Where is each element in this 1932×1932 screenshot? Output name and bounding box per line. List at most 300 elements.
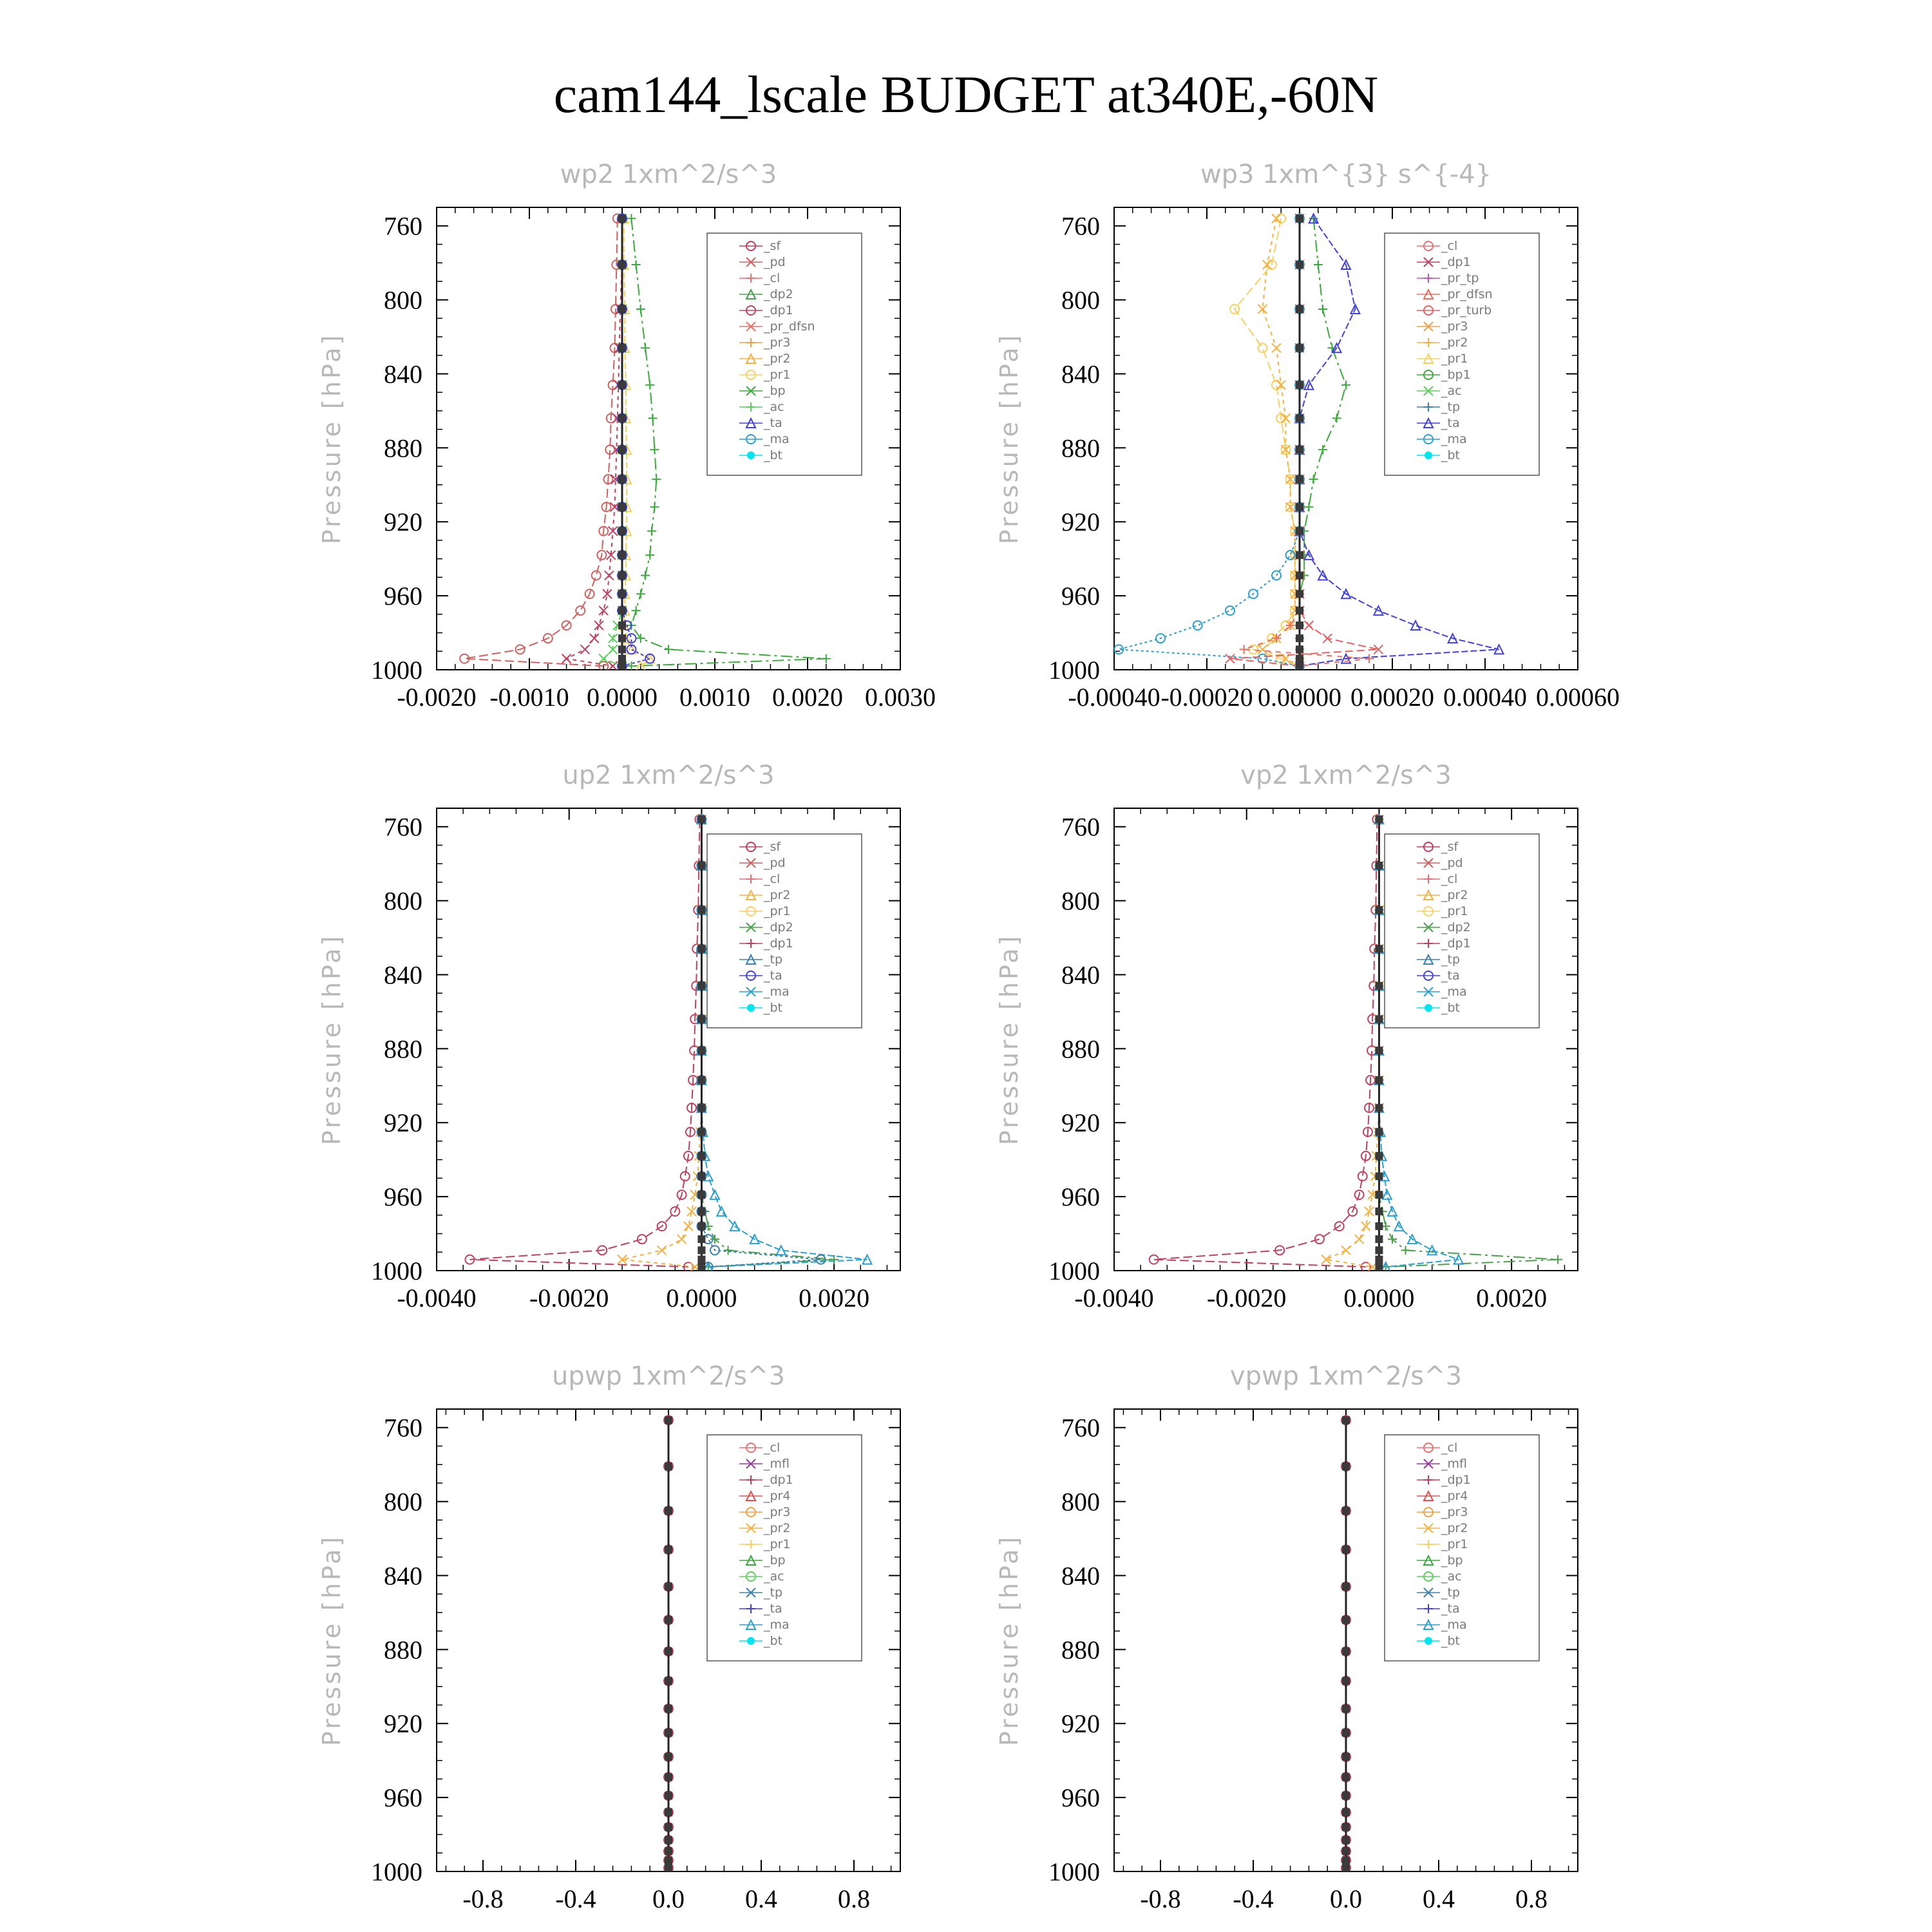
panel-title: vpwp 1xm^2/s^3 <box>1229 1361 1463 1391</box>
data-point <box>1315 1235 1324 1244</box>
legend-label: _bt <box>764 1001 783 1015</box>
y-tick-label: 800 <box>384 1487 422 1517</box>
data-point <box>1375 1015 1383 1023</box>
data-point <box>1309 475 1318 484</box>
y-axis-label: Pressure [hPa] <box>995 933 1023 1146</box>
data-point <box>1375 1208 1383 1215</box>
legend-label: _bp <box>764 1553 786 1567</box>
data-point <box>1342 1836 1350 1844</box>
data-point <box>665 1864 672 1871</box>
y-tick-label: 920 <box>384 507 422 537</box>
data-point <box>1553 1255 1562 1264</box>
data-point <box>645 551 654 560</box>
data-point <box>618 475 626 483</box>
data-point <box>1193 621 1202 630</box>
y-tick-label: 760 <box>1061 812 1100 842</box>
legend-label: _bt <box>1441 1001 1461 1015</box>
legend-label: _pr2 <box>1441 888 1468 902</box>
legend-label: _pr1 <box>764 368 791 382</box>
data-point <box>697 1173 705 1180</box>
legend-label: _dp1 <box>1441 255 1471 269</box>
y-tick-label: 960 <box>384 582 422 611</box>
data-point <box>1323 634 1332 643</box>
legend-marker <box>1425 451 1432 459</box>
y-tick-label: 960 <box>1061 1182 1100 1212</box>
legend-label: _bt <box>1441 1634 1461 1648</box>
data-point <box>645 381 654 390</box>
data-point <box>618 381 626 389</box>
data-point <box>1342 1546 1350 1553</box>
y-tick-label: 1000 <box>1048 1857 1100 1886</box>
legend-label: _pr3 <box>764 336 791 350</box>
data-point <box>665 1677 672 1685</box>
data-point <box>1375 1152 1383 1160</box>
x-tick-label: 0.0010 <box>679 683 750 712</box>
x-tick-label: 0.0000 <box>1343 1283 1415 1312</box>
data-point <box>665 1823 672 1831</box>
data-point <box>580 645 589 654</box>
data-point <box>697 1263 705 1271</box>
legend-label: _ma <box>1441 432 1467 446</box>
legend-label: _tp <box>1441 1586 1461 1600</box>
data-point <box>636 634 645 643</box>
series-line <box>567 218 622 666</box>
chart-panel <box>317 160 936 712</box>
data-point <box>665 1546 672 1553</box>
legend-label: _ta <box>1441 1602 1460 1616</box>
data-point <box>1375 1191 1383 1198</box>
x-tick-label: 0.0020 <box>799 1283 870 1312</box>
legend-label: _cl <box>764 271 781 285</box>
data-point <box>697 815 705 823</box>
y-tick-label: 760 <box>1061 1413 1100 1443</box>
data-point <box>650 445 659 454</box>
legend-label: _ac <box>764 400 784 414</box>
x-tick-label: -0.8 <box>1140 1884 1181 1913</box>
data-point <box>1342 1864 1350 1871</box>
data-point <box>1296 572 1303 580</box>
data-point <box>618 414 626 422</box>
y-tick-label: 960 <box>384 1783 422 1813</box>
data-point <box>1296 590 1303 598</box>
y-tick-label: 960 <box>1061 582 1100 611</box>
y-tick-label: 760 <box>1061 211 1100 241</box>
data-point <box>697 1128 705 1136</box>
y-axis-label: Pressure [hPa] <box>317 933 346 1146</box>
data-point <box>1341 1245 1350 1255</box>
legend-marker <box>747 1004 755 1012</box>
legend-marker <box>747 1637 755 1645</box>
x-tick-label: -0.0040 <box>1074 1283 1154 1312</box>
data-point <box>1375 1263 1383 1271</box>
series-line <box>1154 819 1378 1267</box>
data-point <box>1226 606 1235 615</box>
y-tick-label: 840 <box>384 1561 422 1591</box>
series-line <box>464 218 618 666</box>
data-point <box>1375 1256 1383 1264</box>
legend-label: _dp1 <box>764 1473 793 1487</box>
data-point <box>618 446 626 453</box>
panel-title: vp2 1xm^2/s^3 <box>1240 761 1452 790</box>
y-tick-label: 840 <box>384 960 422 990</box>
legend-label: _ta <box>764 1602 782 1616</box>
data-point <box>1375 862 1383 869</box>
data-point <box>1375 815 1383 823</box>
y-tick-label: 760 <box>384 812 422 842</box>
data-point <box>665 1792 672 1799</box>
legend-label: _mfl <box>1441 1457 1467 1471</box>
data-point <box>1296 414 1303 422</box>
x-tick-label: -0.00020 <box>1160 683 1253 712</box>
y-tick-label: 1000 <box>1048 1256 1100 1285</box>
data-point <box>618 655 626 663</box>
legend-label: _pr1 <box>764 1537 791 1551</box>
data-point <box>1375 1076 1383 1084</box>
y-tick-label: 1000 <box>371 656 422 685</box>
panel-title: up2 1xm^2/s^3 <box>562 761 775 790</box>
data-point <box>1281 413 1290 422</box>
data-point <box>1342 1677 1350 1685</box>
legend-label: _bp <box>1441 1553 1463 1567</box>
data-point <box>638 1235 647 1244</box>
series-group <box>1341 1416 1350 1872</box>
x-tick-label: 0.8 <box>1515 1884 1548 1913</box>
data-point <box>592 571 601 580</box>
legend-label: _tp <box>764 1586 783 1600</box>
data-point <box>562 654 571 663</box>
data-point <box>641 343 650 352</box>
data-point <box>1272 343 1281 352</box>
legend-label: _tp <box>1441 952 1461 967</box>
x-tick-label: 0.00000 <box>1258 683 1341 712</box>
y-tick-label: 840 <box>1061 960 1100 990</box>
legend-label: _pd <box>764 255 786 269</box>
legend-label: _dp1 <box>1441 936 1471 951</box>
data-point <box>1342 1583 1350 1591</box>
data-point <box>618 572 626 580</box>
data-point <box>1332 413 1341 422</box>
data-point <box>618 214 626 222</box>
y-tick-label: 760 <box>384 211 422 241</box>
data-point <box>1342 1705 1350 1712</box>
data-point <box>697 862 705 869</box>
x-tick-label: 0.0 <box>1330 1884 1362 1913</box>
chart-panel <box>317 761 900 1312</box>
data-point <box>1375 906 1383 914</box>
legend-label: _cl <box>764 1441 781 1455</box>
series-group <box>664 1416 673 1872</box>
legend-label: _pr2 <box>1441 336 1468 350</box>
y-tick-label: 880 <box>1061 433 1100 463</box>
y-tick-label: 1000 <box>371 1857 422 1886</box>
data-point <box>1304 502 1313 511</box>
data-point <box>1375 982 1383 990</box>
data-point <box>1296 475 1303 483</box>
series-line <box>1300 218 1346 666</box>
chart-panel <box>995 160 1620 712</box>
data-point <box>1342 1753 1350 1761</box>
y-tick-label: 1000 <box>1048 656 1100 685</box>
legend-label: _pr2 <box>764 888 791 902</box>
data-point <box>724 1245 733 1255</box>
page-title: cam144_lscale BUDGET at340E,-60N <box>553 65 1379 124</box>
x-tick-label: -0.4 <box>555 1884 596 1913</box>
y-tick-label: 920 <box>384 1108 422 1138</box>
data-point <box>1318 445 1327 454</box>
data-point <box>1401 1245 1410 1255</box>
data-point <box>1240 645 1249 654</box>
data-point <box>1296 621 1303 629</box>
data-point <box>665 1774 672 1781</box>
data-point <box>1375 1128 1383 1136</box>
legend-label: _ac <box>1441 1569 1462 1584</box>
x-tick-label: 0.4 <box>745 1884 777 1913</box>
legend-label: _ta <box>1441 969 1460 983</box>
data-point <box>1375 1235 1383 1243</box>
data-point <box>649 413 658 422</box>
y-axis-label: Pressure [hPa] <box>995 1534 1023 1747</box>
data-point <box>697 1076 705 1084</box>
y-tick-label: 880 <box>384 433 422 463</box>
data-point <box>1355 1235 1364 1244</box>
legend-label: _sf <box>764 840 781 854</box>
data-point <box>1258 645 1267 654</box>
data-point <box>1342 1647 1350 1655</box>
legend-label: _dp2 <box>764 287 793 301</box>
legend-label: _dp1 <box>764 303 793 317</box>
data-point <box>1296 305 1303 313</box>
data-point <box>658 1245 667 1255</box>
legend-label: _pr4 <box>764 1489 791 1503</box>
legend-label: _bt <box>764 1634 783 1648</box>
data-point <box>1296 645 1303 653</box>
data-point <box>618 645 626 653</box>
y-tick-label: 880 <box>384 1034 422 1064</box>
legend-label: _cl <box>1441 872 1458 886</box>
data-point <box>1342 1823 1350 1831</box>
data-point <box>1342 1507 1350 1515</box>
x-tick-label: 0.0030 <box>865 683 936 712</box>
y-axis-label: Pressure [hPa] <box>317 332 346 545</box>
y-tick-label: 800 <box>1061 886 1100 916</box>
y-tick-label: 920 <box>1061 1709 1100 1739</box>
y-tick-label: 920 <box>384 1709 422 1739</box>
data-point <box>632 606 641 615</box>
data-point <box>1263 260 1272 269</box>
data-point <box>590 634 599 643</box>
data-point <box>665 1836 672 1844</box>
legend-label: _ma <box>764 1618 790 1632</box>
legend-label: _bt <box>1441 448 1461 462</box>
y-tick-label: 800 <box>384 285 422 315</box>
x-tick-label: -0.0020 <box>529 1283 609 1312</box>
legend-label: _sf <box>764 239 781 253</box>
series-line <box>622 819 701 1267</box>
legend-label: _pr4 <box>1441 1489 1468 1503</box>
data-point <box>665 1416 672 1424</box>
legend-label: _pr2 <box>764 1521 791 1535</box>
data-point <box>1296 607 1303 614</box>
data-point <box>697 1256 705 1264</box>
data-point <box>618 305 626 313</box>
data-point <box>1342 1774 1350 1781</box>
data-point <box>618 662 626 670</box>
legend-label: _pr3 <box>764 1505 791 1519</box>
data-point <box>1296 446 1303 453</box>
data-point <box>1296 381 1303 389</box>
data-point <box>1375 1046 1383 1054</box>
data-point <box>1342 1729 1350 1737</box>
y-tick-label: 800 <box>384 886 422 916</box>
data-point <box>1342 1808 1350 1816</box>
data-point <box>1342 1463 1350 1470</box>
data-point <box>1296 551 1303 559</box>
legend-label: _dp2 <box>764 920 793 934</box>
data-point <box>665 1729 672 1737</box>
legend-label: _ac <box>764 1569 784 1584</box>
data-point <box>636 589 645 598</box>
legend-label: _pr_tp <box>1441 271 1479 285</box>
panel-title: upwp 1xm^2/s^3 <box>552 1361 785 1391</box>
y-tick-label: 840 <box>1061 359 1100 389</box>
data-point <box>618 551 626 559</box>
legend-label: _pr3 <box>1441 1505 1468 1519</box>
legend-label: _pr1 <box>764 904 791 918</box>
data-point <box>665 1857 672 1864</box>
y-tick-label: 760 <box>384 1413 422 1443</box>
data-point <box>697 1208 705 1215</box>
data-point <box>618 503 626 511</box>
legend-label: _ta <box>1441 416 1460 430</box>
x-tick-label: 0.0 <box>652 1884 685 1913</box>
panel-title: wp3 1xm^{3} s^{-4} <box>1200 160 1492 189</box>
data-point <box>594 621 603 630</box>
data-point <box>650 502 659 511</box>
legend-label: _dp1 <box>1441 1473 1471 1487</box>
legend-label: _ma <box>764 432 790 446</box>
x-tick-label: 0.0020 <box>1476 1283 1548 1312</box>
legend-label: _tp <box>764 952 783 967</box>
data-point <box>1342 1847 1350 1855</box>
y-tick-label: 880 <box>1061 1034 1100 1064</box>
legend-label: _pr2 <box>764 352 791 366</box>
data-point <box>697 1246 705 1254</box>
data-point <box>641 571 650 580</box>
data-point <box>618 261 626 269</box>
y-tick-label: 840 <box>384 359 422 389</box>
x-tick-label: -0.0010 <box>489 683 569 712</box>
x-tick-label: 0.0000 <box>587 683 658 712</box>
data-point <box>1375 1173 1383 1180</box>
y-tick-label: 960 <box>1061 1783 1100 1813</box>
data-point <box>697 945 705 952</box>
x-tick-label: 0.0020 <box>772 683 843 712</box>
data-point <box>665 1647 672 1655</box>
y-tick-label: 960 <box>384 1182 422 1212</box>
y-tick-label: 880 <box>1061 1635 1100 1665</box>
legend-label: _pr3 <box>1441 319 1468 334</box>
x-tick-label: 0.00020 <box>1350 683 1434 712</box>
data-point <box>1296 662 1303 670</box>
x-tick-label: -0.0040 <box>397 1283 477 1312</box>
data-point <box>1296 503 1303 511</box>
data-point <box>665 1507 672 1515</box>
data-point <box>1296 634 1303 642</box>
data-point <box>636 305 645 314</box>
x-tick-label: 0.4 <box>1423 1884 1455 1913</box>
data-point <box>697 1191 705 1198</box>
data-point <box>618 634 626 642</box>
data-point <box>1296 214 1303 222</box>
data-point <box>665 1753 672 1761</box>
data-point <box>618 621 626 629</box>
legend-label: _pr_turb <box>1441 303 1492 317</box>
data-point <box>1375 1104 1383 1112</box>
data-point <box>647 527 656 536</box>
series-line <box>1326 819 1379 1267</box>
data-point <box>576 606 585 615</box>
data-point <box>1365 654 1374 663</box>
data-point <box>665 1847 672 1855</box>
data-point <box>1375 1246 1383 1254</box>
y-tick-label: 840 <box>1061 1561 1100 1591</box>
data-point <box>665 1705 672 1712</box>
series-line <box>469 819 699 1267</box>
legend-label: _dp2 <box>1441 920 1471 934</box>
legend-label: _dp1 <box>764 936 793 951</box>
data-point <box>697 982 705 990</box>
data-point <box>710 1190 719 1199</box>
x-tick-label: -0.00040 <box>1068 683 1160 712</box>
data-point <box>618 527 626 535</box>
data-point <box>599 606 608 615</box>
legend-label: _mfl <box>764 1457 790 1471</box>
data-point <box>1296 655 1303 663</box>
y-axis-label: Pressure [hPa] <box>995 332 1023 545</box>
chart-panel <box>317 1361 900 1913</box>
legend-label: _ma <box>764 985 790 999</box>
legend-label: _pr_dfsn <box>764 319 815 334</box>
data-point <box>1375 945 1383 952</box>
data-point <box>618 590 626 598</box>
chart-panel <box>995 761 1578 1312</box>
data-point <box>697 1015 705 1023</box>
data-point <box>697 1152 705 1160</box>
data-point <box>1342 1792 1350 1799</box>
data-point <box>697 906 705 914</box>
data-point <box>717 1207 726 1216</box>
legend-label: _bp1 <box>1441 368 1471 382</box>
data-point <box>618 344 626 352</box>
x-tick-label: -0.0020 <box>1207 1283 1287 1312</box>
legend-label: _sf <box>1441 840 1459 854</box>
legend-marker <box>1425 1004 1432 1012</box>
legend-label: _ta <box>764 416 782 430</box>
data-point <box>1258 343 1267 352</box>
y-tick-label: 920 <box>1061 507 1100 537</box>
data-point <box>665 1463 672 1470</box>
legend-label: _pr1 <box>1441 1537 1468 1551</box>
data-point <box>677 1235 687 1244</box>
legend-label: _cl <box>1441 1441 1458 1455</box>
data-point <box>1342 1616 1350 1624</box>
legend-label: _ma <box>1441 985 1467 999</box>
legend-label: _cl <box>764 872 781 886</box>
data-point <box>822 654 831 663</box>
y-tick-label: 800 <box>1061 285 1100 315</box>
legend-label: _pr2 <box>1441 1521 1468 1535</box>
data-point <box>1341 381 1350 390</box>
